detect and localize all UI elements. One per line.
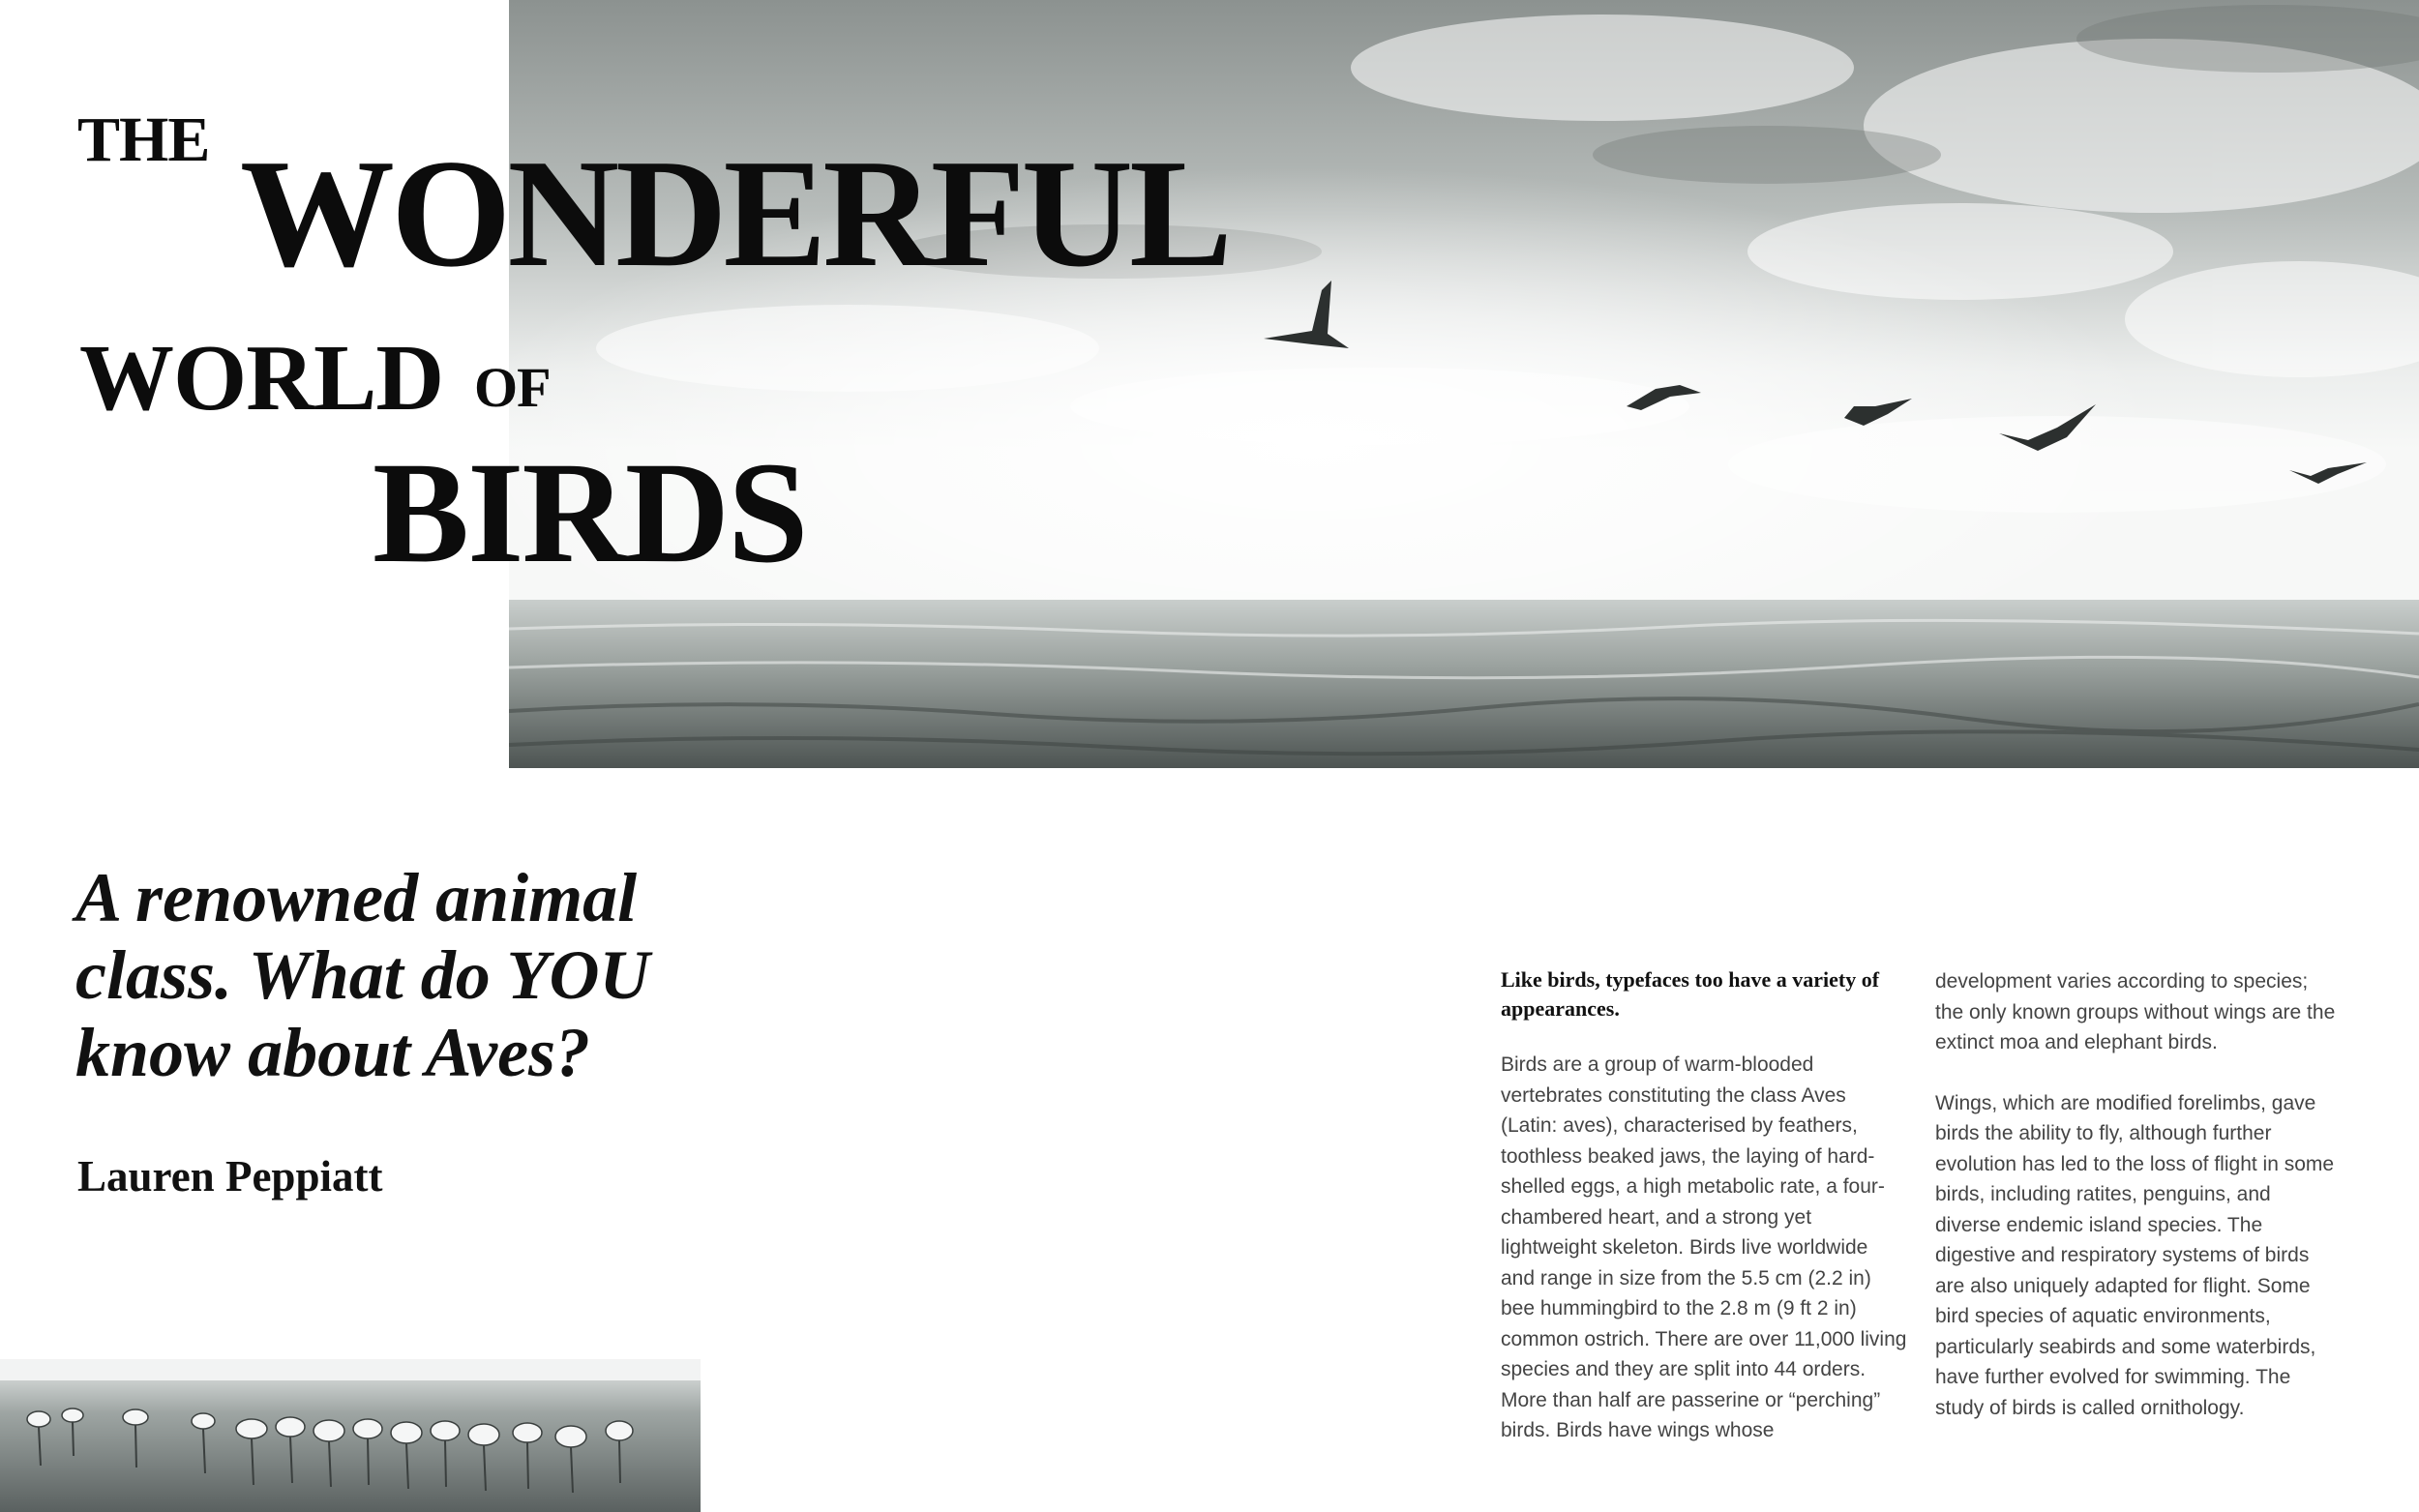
article-lead: Like birds, typefaces too have a variety of appearances.	[1501, 967, 1880, 1021]
article-body-2: development varies according to species; the only known groups without wings are the extinct moa and elephant birds.	[1935, 970, 2336, 1053]
title-world: WORLD	[79, 326, 444, 430]
hero-photo-art	[509, 0, 2419, 768]
article-body-1: Birds are a group of warm-blooded vertebrates constituting the class Aves (Latin: aves), characterised by feathers, toothless beaked jaws, the laying of hard-shelled eggs, a high metabolic rate, a four-chambered heart, and a strong yet lightweight skeleton. Birds live worldwide and range in size from the 5.5 cm (2.2 in) bee hummingbird to the 2.8 m (9 ft 2 in) common ostrich. There are over 11,000 living species and they are split into 44 orders. More than half are passerine or “perching” birds. Birds have wings whose	[1501, 1053, 1907, 1441]
title-of: OF	[474, 356, 551, 419]
article-column-2	[1935, 966, 2342, 1423]
article-column-1	[1501, 965, 1907, 1446]
flamingo-photo-art	[0, 1359, 701, 1512]
hero-photo-sky-birds	[509, 0, 2419, 768]
title-wonderful: WONDERFUL	[240, 127, 1229, 299]
flamingo-photo	[0, 1359, 701, 1512]
author-name: Lauren Peppiatt	[77, 1152, 383, 1201]
title-birds: BIRDS	[373, 432, 807, 593]
title-the: THE	[77, 104, 210, 175]
article-body-3: Wings, which are modified forelimbs, gave birds the ability to fly, although further evolution has led to the loss of flight in some birds, including ratites, penguins, and diverse endemic island species. The digestive and respiratory systems of birds are also uniquely adapted for flight. Some bird species of aquatic environments, particularly seabirds and some waterbirds, have further evolved for swimming. The study of birds is called ornithology.	[1935, 1091, 2335, 1419]
subtitle: A renowned animal class. What do YOU know about Aves?	[75, 859, 650, 1091]
